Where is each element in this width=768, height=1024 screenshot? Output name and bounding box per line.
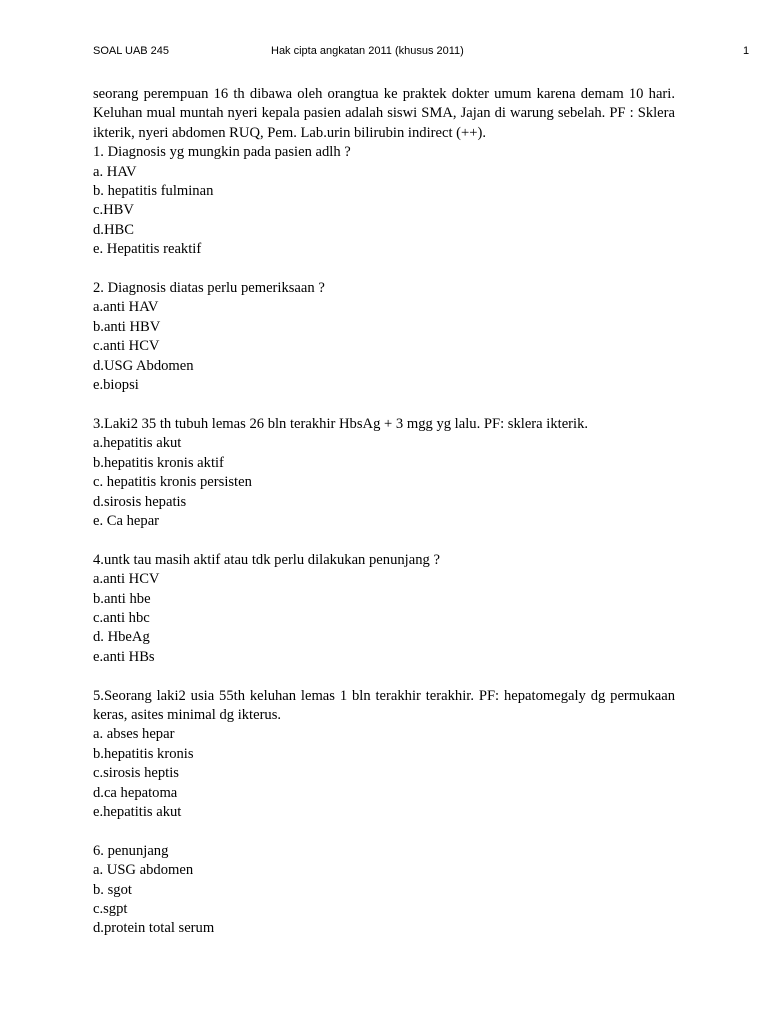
option: c. hepatitis kronis persisten bbox=[93, 474, 252, 491]
question-block bbox=[93, 279, 675, 395]
page-header bbox=[0, 42, 768, 60]
question-block bbox=[93, 842, 675, 939]
option: a. abses hepar bbox=[93, 726, 175, 743]
option: d. HbeAg bbox=[93, 629, 150, 646]
header-course-code: SOAL UAB 245 bbox=[93, 45, 170, 57]
option: d.HBC bbox=[93, 221, 134, 238]
question-text: 4.untk tau masih aktif atau tdk perlu dilakukan penunjang ? bbox=[93, 551, 440, 568]
option: a.anti HAV bbox=[93, 299, 159, 316]
option: c.anti hbc bbox=[93, 609, 150, 626]
option: a.anti HCV bbox=[93, 571, 160, 588]
option: b.anti HBV bbox=[93, 318, 161, 335]
page-number: 1 bbox=[743, 45, 750, 57]
option: b. sgot bbox=[93, 881, 132, 898]
option: c.sirosis heptis bbox=[93, 765, 179, 782]
option: a. HAV bbox=[93, 163, 137, 180]
option: e.biopsi bbox=[93, 377, 139, 394]
question-text: 6. penunjang bbox=[93, 842, 169, 859]
question-text: 3.Laki2 35 th tubuh lemas 26 bln terakhir HbsAg + 3 mgg yg lalu. PF: sklera ikterik. bbox=[93, 415, 589, 432]
option: e.anti HBs bbox=[93, 648, 155, 665]
option: c.sgpt bbox=[93, 900, 128, 917]
option: b.hepatitis kronis aktif bbox=[93, 454, 224, 471]
option: b.anti hbe bbox=[93, 590, 151, 607]
option: c.HBV bbox=[93, 202, 134, 219]
option: a.hepatitis akut bbox=[93, 435, 182, 452]
option: d.USG Abdomen bbox=[93, 357, 194, 374]
question-text: 1. Diagnosis yg mungkin pada pasien adlh ? bbox=[93, 144, 351, 161]
option: e. Hepatitis reaktif bbox=[93, 241, 202, 258]
question-block bbox=[93, 143, 675, 259]
option: b.hepatitis kronis bbox=[93, 745, 194, 762]
option: e.hepatitis akut bbox=[93, 803, 182, 820]
question-block bbox=[93, 551, 675, 667]
option: a. USG abdomen bbox=[93, 862, 194, 879]
question-text: 5.Seorang laki2 usia 55th keluhan lemas 1 bln terakhir terakhir. PF: hepatomegaly dg permukaan keras, asites minimal dg ikterus. bbox=[93, 687, 675, 723]
option: e. Ca hepar bbox=[93, 512, 160, 529]
option: b. hepatitis fulminan bbox=[93, 183, 214, 200]
document-body bbox=[93, 85, 675, 939]
header-copyright: Hak cipta angkatan 2011 (khusus 2011) bbox=[271, 45, 464, 57]
option: d.sirosis hepatis bbox=[93, 493, 187, 510]
option: d.protein total serum bbox=[93, 920, 215, 937]
option: d.ca hepatoma bbox=[93, 784, 178, 801]
question-block bbox=[93, 687, 675, 823]
option: c.anti HCV bbox=[93, 338, 160, 355]
question-block bbox=[93, 415, 675, 531]
question-text: 2. Diagnosis diatas perlu pemeriksaan ? bbox=[93, 280, 325, 297]
case-intro: seorang perempuan 16 th dibawa oleh orangtua ke praktek dokter umum karena demam 10 hari. Keluhan mual muntah nyeri kepala pasien adalah siswi SMA, Jajan di warung sebelah. PF : Sklera ikterik, nyeri abdomen RUQ, Pem. Lab.urin bilirubin indirect (++). bbox=[93, 86, 675, 141]
